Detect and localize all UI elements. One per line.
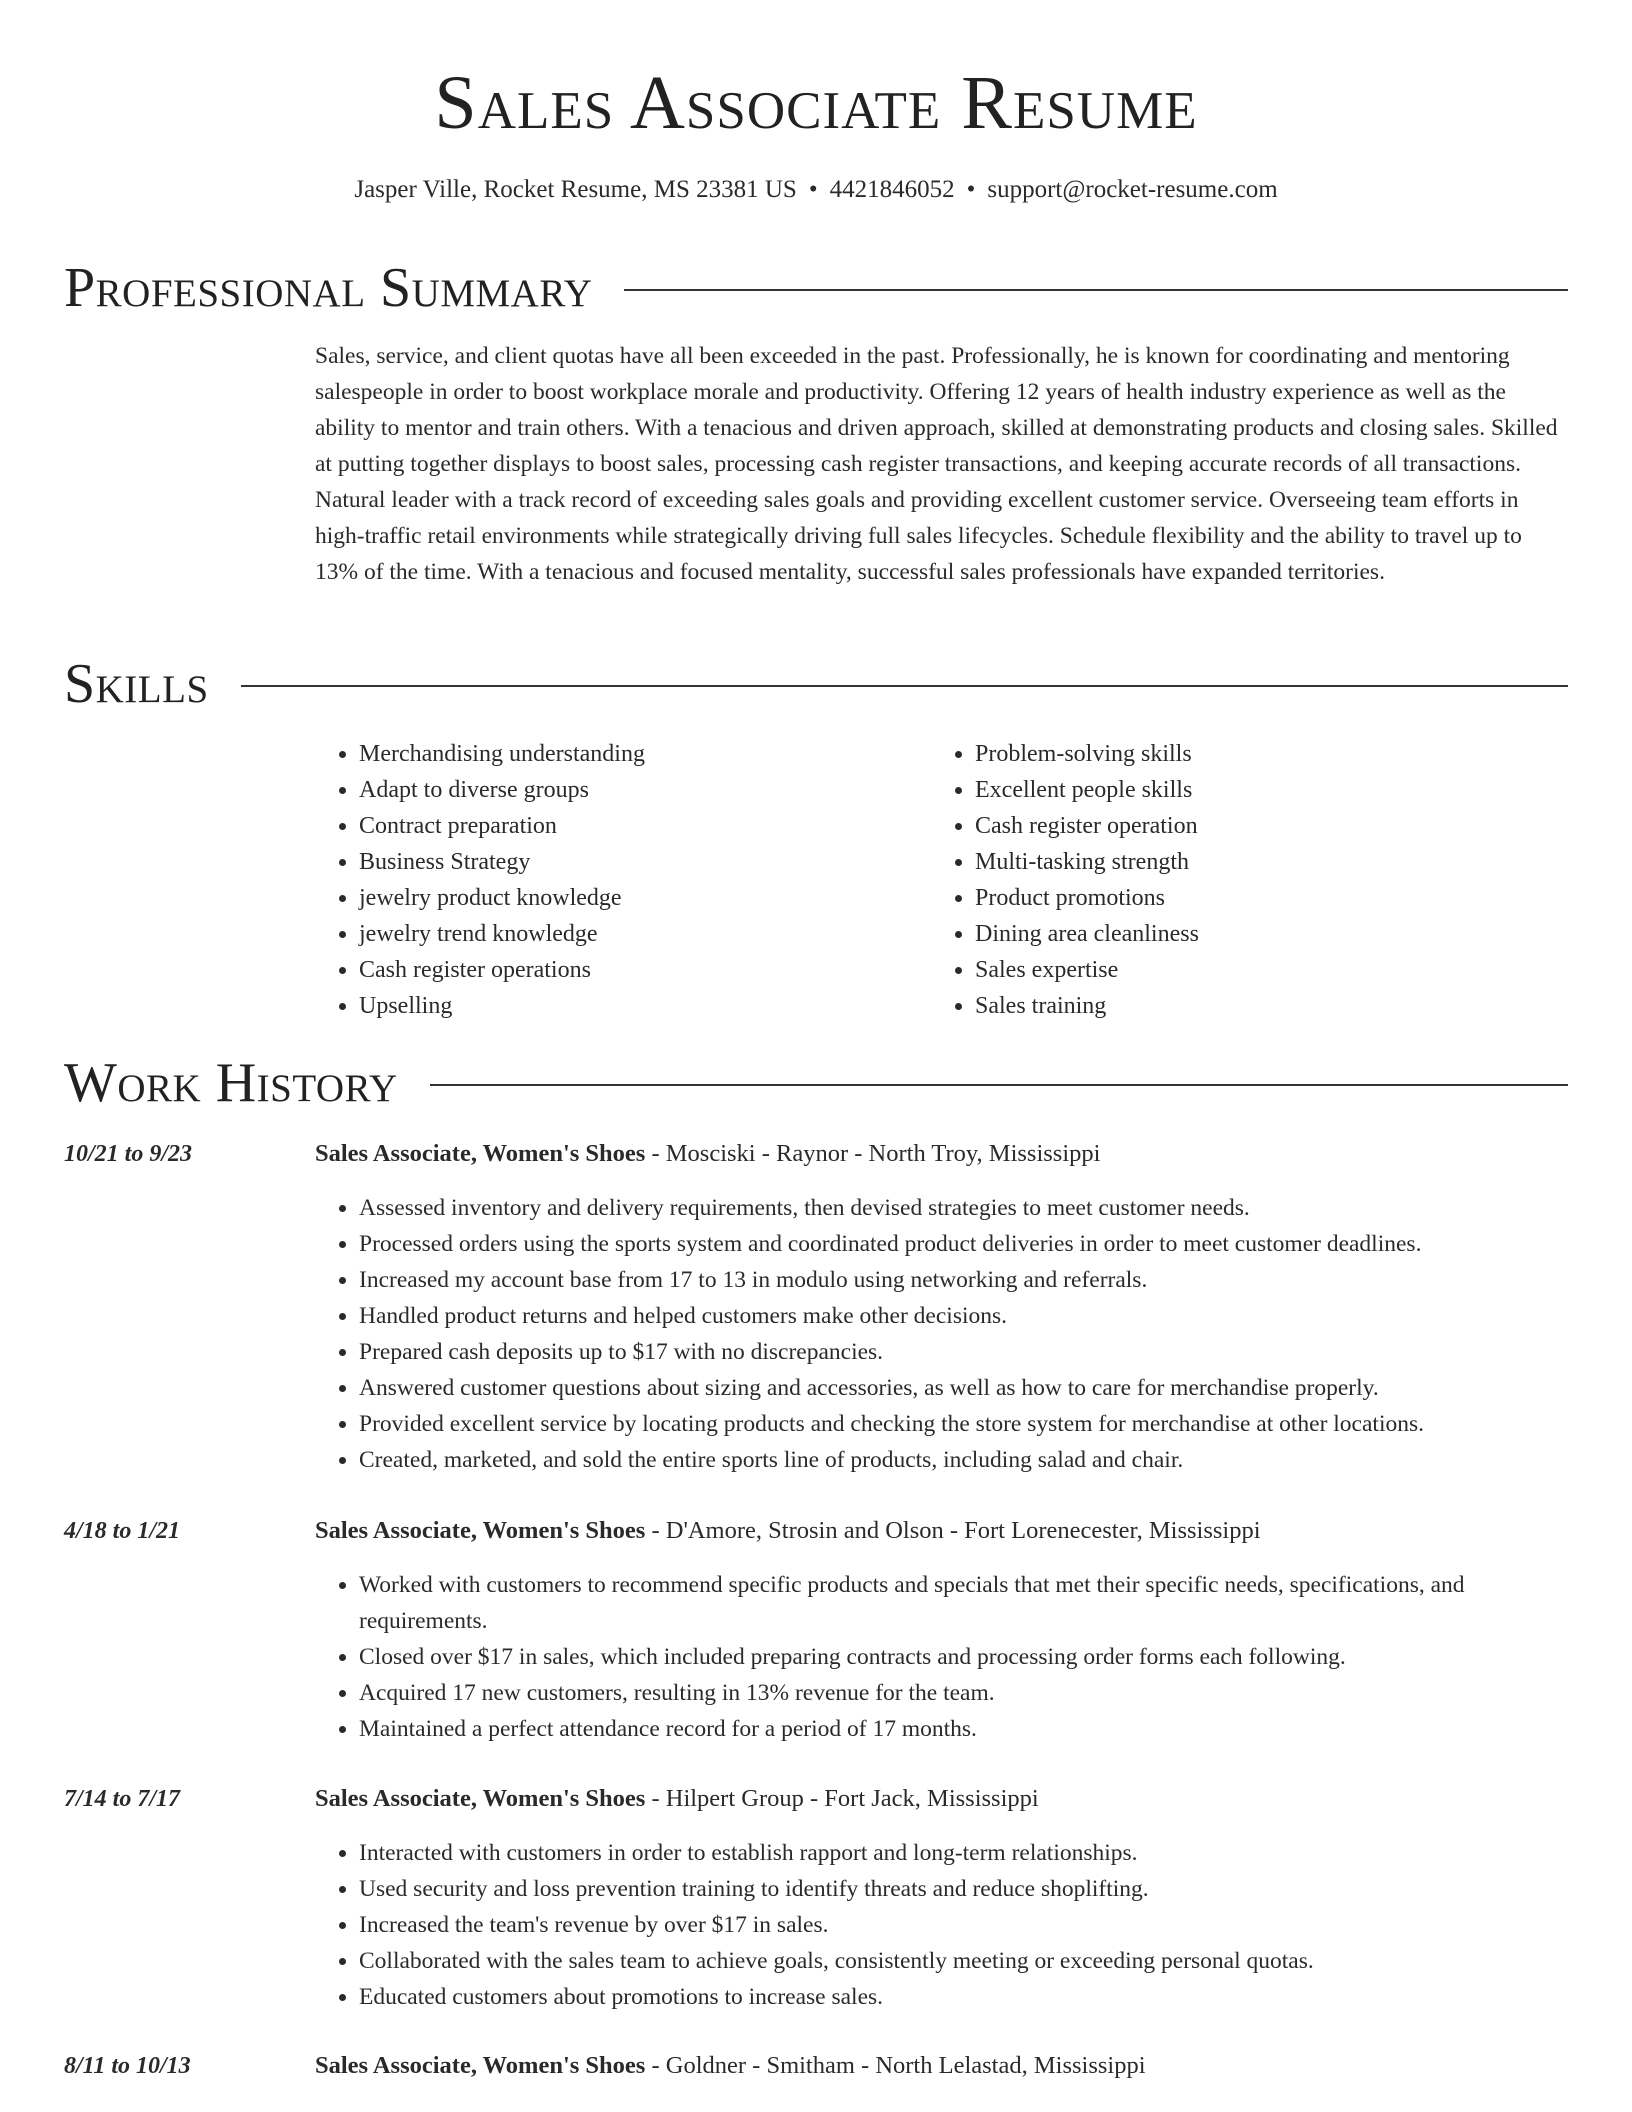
- job-bullet: • Processed orders using the sports system and coordinated product deliveries in order to meet customer deadlines.: [359, 1226, 1568, 1262]
- job-dates: 7/14 to 7/17: [64, 1786, 181, 1812]
- job-title: Sales Associate, Women's Shoes: [315, 1517, 646, 1544]
- skill-item: • Product promotions: [975, 880, 1199, 916]
- skill-item: • Sales expertise: [975, 952, 1199, 988]
- job-bullet: • Maintained a perfect attendance record for a period of 17 months.: [359, 1711, 1568, 1747]
- job-header: [315, 2048, 1568, 2084]
- contact-separator: •: [808, 176, 818, 203]
- job-title: Sales Associate, Women's Shoes: [315, 1140, 646, 1167]
- skill-item: • Business Strategy: [359, 844, 645, 880]
- job-company: - Mosciski - Raynor - North Troy, Mississippi: [645, 1140, 1101, 1167]
- skills-list-right: [931, 736, 1199, 1024]
- skill-item: • Merchandising understanding: [359, 736, 645, 772]
- job-bullet: • Collaborated with the sales team to achieve goals, consistently meeting or exceeding personal quotas.: [359, 1943, 1568, 1979]
- skill-item: • jewelry product knowledge: [359, 880, 645, 916]
- job-bullet: • Interacted with customers in order to establish rapport and long-term relationships.: [359, 1835, 1568, 1871]
- job-dates: 10/21 to 9/23: [64, 1141, 193, 1167]
- section-title: Professional Summary: [64, 257, 593, 319]
- job-bullet: • Increased my account base from 17 to 13 in modulo using networking and referrals.: [359, 1262, 1568, 1298]
- resume-title: Sales Associate Resume: [434, 61, 1198, 145]
- job-company: - Goldner - Smitham - North Lelastad, Mississippi: [645, 2052, 1146, 2079]
- skill-item: • Dining area cleanliness: [975, 916, 1199, 952]
- job-bullet: • Handled product returns and helped customers make other decisions.: [359, 1298, 1568, 1334]
- job-bullet-list: [315, 1567, 1568, 1747]
- section-heading-skills: [64, 652, 1568, 716]
- skill-item: • Contract preparation: [359, 808, 645, 844]
- skill-item: • Cash register operations: [359, 952, 645, 988]
- skill-item: • jewelry trend knowledge: [359, 916, 645, 952]
- skill-item: • Adapt to diverse groups: [359, 772, 645, 808]
- job-bullet: • Assessed inventory and delivery requirements, then devised strategies to meet customer needs.: [359, 1190, 1568, 1226]
- job-bullet: • Answered customer questions about sizing and accessories, as well as how to care for merchandise properly.: [359, 1370, 1568, 1406]
- job-dates: 8/11 to 10/13: [64, 2053, 191, 2079]
- job-bullet: • Worked with customers to recommend specific products and specials that met their specific needs, specifications, and requirements.: [359, 1567, 1568, 1639]
- job-title: Sales Associate, Women's Shoes: [315, 1785, 646, 1812]
- job-title: Sales Associate, Women's Shoes: [315, 2052, 646, 2079]
- contact-line: [64, 174, 1568, 206]
- job-bullet: • Acquired 17 new customers, resulting in 13% revenue for the team.: [359, 1675, 1568, 1711]
- skills-list-left: [315, 736, 645, 1024]
- job-bullet: • Closed over $17 in sales, which included preparing contracts and processing order forms each following.: [359, 1639, 1568, 1675]
- contact-separator: •: [966, 176, 976, 203]
- job-bullet: • Created, marketed, and sold the entire sports line of products, including salad and chair.: [359, 1442, 1568, 1478]
- job-bullet: • Used security and loss prevention training to identify threats and reduce shoplifting.: [359, 1871, 1568, 1907]
- job-bullet: • Educated customers about promotions to increase sales.: [359, 1979, 1568, 2015]
- job-company: - Hilpert Group - Fort Jack, Mississippi: [645, 1785, 1039, 1812]
- job-bullet-list: [315, 1835, 1568, 2015]
- skill-item: • Cash register operation: [975, 808, 1199, 844]
- contact-email: support@rocket-resume.com: [987, 176, 1278, 203]
- skill-item: • Sales training: [975, 988, 1199, 1024]
- skill-item: • Problem-solving skills: [975, 736, 1199, 772]
- job-header: [315, 1781, 1568, 1817]
- job-bullet: • Prepared cash deposits up to $17 with no discrepancies.: [359, 1334, 1568, 1370]
- job-bullet-list: [315, 1190, 1568, 1478]
- summary-text: Sales, service, and client quotas have all been exceeded in the past. Professionally, he is known for coordinating and mentoring salespeople in order to boost workplace morale and productivity. Offering 12 years of health industry experience as well as the ability to mentor and train others. With a tenacious and driven approach, skilled at demonstrating products and closing sales. Skilled at putting together displays to boost sales, processing cash register transactions, and keeping accurate records of all transactions. Natural leader with a track record of exceeding sales goals and providing excellent customer service. Overseeing team efforts in high-traffic retail environments while strategically driving full sales lifecycles. Schedule flexibility and the ability to travel up to 13% of the time. With a tenacious and focused mentality, successful sales professionals have expanded territories.: [315, 343, 1558, 585]
- section-divider: [430, 1084, 1568, 1086]
- contact-address: Jasper Ville, Rocket Resume, MS 23381 US: [354, 176, 797, 203]
- job-bullet: • Increased the team's revenue by over $17 in sales.: [359, 1907, 1568, 1943]
- skill-item: • Excellent people skills: [975, 772, 1199, 808]
- section-divider: [241, 685, 1568, 687]
- skill-item: • Multi-tasking strength: [975, 844, 1199, 880]
- section-title: Skills: [64, 653, 209, 715]
- job-header: [315, 1513, 1568, 1549]
- job-bullet: • Provided excellent service by locating products and checking the store system for merchandise at other locations.: [359, 1406, 1568, 1442]
- contact-phone: 4421846052: [829, 176, 955, 203]
- section-heading-summary: [64, 256, 1568, 320]
- section-divider: [624, 289, 1568, 291]
- section-heading-work: [64, 1051, 1568, 1115]
- job-header: [315, 1136, 1568, 1172]
- section-title: Work History: [64, 1052, 398, 1114]
- job-dates: 4/18 to 1/21: [64, 1518, 181, 1544]
- skill-item: • Upselling: [359, 988, 645, 1024]
- job-company: - D'Amore, Strosin and Olson - Fort Lorenecester, Mississippi: [645, 1517, 1261, 1544]
